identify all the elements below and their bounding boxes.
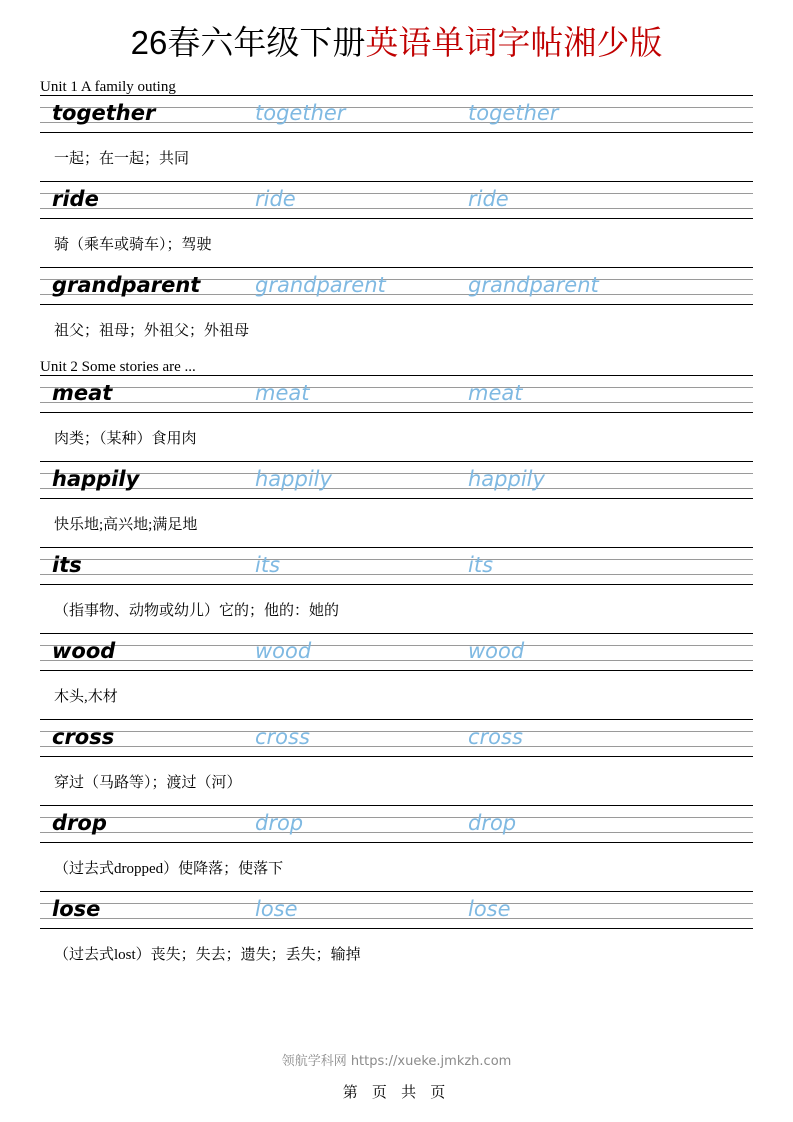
four-line-staff (40, 547, 753, 585)
word-entry (40, 181, 753, 267)
word-trace-copy-1: together (255, 101, 346, 126)
word-trace-copy-2: lose (468, 897, 511, 922)
word-model: grandparent (52, 273, 201, 298)
word-model: its (52, 553, 82, 578)
word-model: wood (52, 639, 116, 664)
word-trace-copy-2: ride (468, 187, 509, 212)
page-title-black-part: 26春六年级下册 (130, 24, 366, 61)
word-meaning: 骑（乘车或骑车）；驾驶 (54, 236, 212, 253)
four-line-staff (40, 805, 753, 843)
word-entry (40, 461, 753, 547)
page-title-red-part: 英语单词字帖湘少版 (365, 24, 663, 61)
word-trace-copy-2: grandparent (468, 273, 599, 298)
unit-heading: Unit 2 Some stories are ... (40, 359, 196, 375)
word-model: together (52, 101, 156, 126)
word-model: cross (52, 725, 115, 750)
word-trace-copy-1: ride (255, 187, 296, 212)
word-entry (40, 805, 753, 891)
word-entry (40, 719, 753, 805)
word-meaning: 穿过（马路等）；渡过（河） (54, 774, 242, 791)
four-line-staff (40, 461, 753, 499)
word-trace-copy-1: lose (255, 897, 298, 922)
word-trace-copy-1: its (255, 553, 281, 578)
word-entry (40, 633, 753, 719)
word-meaning: （指事物、动物或幼儿）它的；他的：她的 (54, 602, 340, 619)
word-meaning: 一起；在一起；共同 (54, 150, 190, 167)
word-row (40, 548, 753, 584)
word-model: lose (52, 897, 101, 922)
four-line-staff (40, 891, 753, 929)
word-model: happily (52, 467, 140, 492)
word-trace-copy-2: together (468, 101, 559, 126)
word-trace-copy-2: its (468, 553, 494, 578)
word-entry (40, 267, 753, 353)
word-trace-copy-1: cross (255, 725, 310, 750)
word-row (40, 268, 753, 304)
word-row (40, 376, 753, 412)
word-trace-copy-1: meat (255, 381, 310, 406)
word-row (40, 182, 753, 218)
word-row (40, 806, 753, 842)
four-line-staff (40, 719, 753, 757)
word-row (40, 892, 753, 928)
four-line-staff (40, 375, 753, 413)
word-trace-copy-1: happily (255, 467, 332, 492)
word-meaning: 快乐地;高兴地;满足地 (54, 516, 198, 533)
word-model: meat (52, 381, 113, 406)
word-trace-copy-2: meat (468, 381, 523, 406)
four-line-staff (40, 181, 753, 219)
worksheet-body (40, 73, 753, 977)
word-entry (40, 375, 753, 461)
footer-page-number: 第 页 共 页 (342, 1084, 451, 1101)
footer-site-credit: 领航学科网 https://xueke.jmkzh.com (281, 1053, 512, 1069)
word-meaning: 肉类；（某种）食用肉 (54, 430, 197, 447)
word-meaning: 木头,木材 (54, 688, 118, 705)
page-title (40, 0, 753, 59)
word-entry (40, 891, 753, 977)
word-entry (40, 95, 753, 181)
word-model: drop (52, 811, 107, 836)
word-model: ride (52, 187, 99, 212)
word-entry (40, 547, 753, 633)
unit-heading: Unit 1 A family outing (40, 79, 176, 95)
word-row (40, 720, 753, 756)
word-meaning: （过去式lost）丧失；失去；遗失；丢失；输掉 (54, 946, 361, 963)
page-footer (0, 1052, 793, 1103)
word-trace-copy-2: cross (468, 725, 523, 750)
word-meaning: （过去式dropped）使降落；使落下 (54, 860, 284, 877)
four-line-staff (40, 267, 753, 305)
word-trace-copy-1: grandparent (255, 273, 386, 298)
four-line-staff (40, 95, 753, 133)
word-trace-copy-2: wood (468, 639, 525, 664)
word-trace-copy-1: drop (255, 811, 304, 836)
word-trace-copy-2: happily (468, 467, 545, 492)
word-row (40, 462, 753, 498)
word-row (40, 634, 753, 670)
word-meaning: 祖父；祖母；外祖父；外祖母 (54, 322, 250, 339)
word-trace-copy-1: wood (255, 639, 312, 664)
word-trace-copy-2: drop (468, 811, 517, 836)
four-line-staff (40, 633, 753, 671)
word-row (40, 96, 753, 132)
